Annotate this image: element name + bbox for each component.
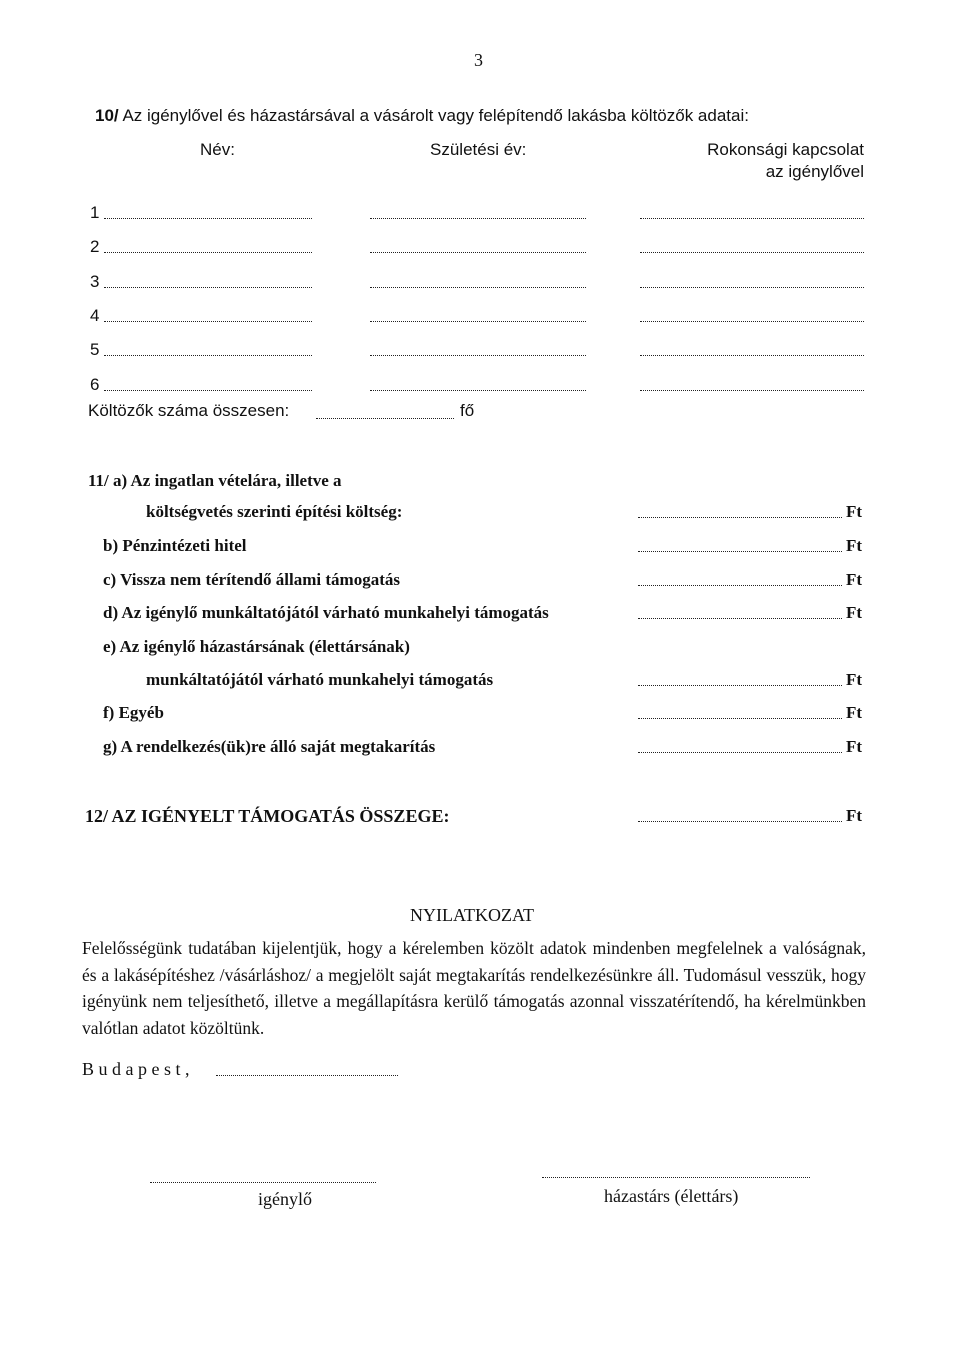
- amount-unit-a: Ft: [846, 502, 863, 521]
- place-label: B u d a p e s t ,: [82, 1059, 190, 1079]
- amount-unit-f: Ft: [846, 703, 863, 722]
- requested-amount-field[interactable]: [638, 821, 842, 822]
- residents-total-label: Költözők száma összesen:: [88, 401, 290, 420]
- column-header-relation-sub: az igénylővel: [765, 162, 864, 181]
- resident-birth-year-field[interactable]: [370, 390, 586, 391]
- resident-birth-year-field[interactable]: [370, 321, 586, 322]
- residents-total-field[interactable]: [316, 418, 454, 419]
- spouse-signature-line[interactable]: [542, 1177, 810, 1178]
- section-10-number: 10/: [95, 106, 119, 125]
- item-e-label-line1: e) Az igénylő házastársának (élettársának): [103, 637, 410, 656]
- spouse-signature-label: házastárs (élettárs): [604, 1186, 739, 1206]
- resident-birth-year-field[interactable]: [370, 252, 586, 253]
- resident-row-number: 4: [90, 305, 100, 325]
- column-header-relation: Rokonsági kapcsolat: [707, 140, 864, 159]
- section-10-title-text: Az igénylővel és házastársával a vásárolt vagy felépítendő lakásba költözők adatai:: [122, 106, 749, 125]
- item-e-label-line2: munkáltatójától várható munkahelyi támogatás: [146, 670, 494, 689]
- resident-row-number: 1: [90, 203, 100, 222]
- page-number: 3: [474, 50, 483, 70]
- amount-field-f[interactable]: [638, 718, 842, 719]
- residents-total-unit: fő: [460, 401, 475, 420]
- amount-unit-c: Ft: [846, 570, 863, 589]
- amount-unit-b: Ft: [846, 536, 863, 555]
- item-b-label: b) Pénzintézeti hitel: [103, 536, 247, 555]
- date-field[interactable]: [216, 1075, 398, 1076]
- applicant-signature-line[interactable]: [150, 1182, 376, 1183]
- resident-name-field[interactable]: [104, 287, 312, 288]
- amount-unit-e: Ft: [846, 670, 863, 689]
- resident-row-number: 3: [90, 271, 100, 291]
- resident-row-number: 6: [90, 374, 100, 394]
- item-d-label: d) Az igénylő munkáltatójától várható munkahelyi támogatás: [103, 603, 549, 622]
- resident-relation-field[interactable]: [640, 321, 864, 322]
- column-header-birth-year: Születési év:: [430, 140, 527, 159]
- resident-relation-field[interactable]: [640, 218, 864, 219]
- section-10-title: [95, 106, 749, 126]
- resident-name-field[interactable]: [104, 218, 312, 219]
- resident-birth-year-field[interactable]: [370, 218, 586, 219]
- amount-field-d[interactable]: [638, 618, 842, 619]
- item-g-label: g) A rendelkezés(ük)re álló saját megtakarítás: [103, 737, 436, 756]
- column-header-name: Név:: [200, 140, 235, 159]
- resident-relation-field[interactable]: [640, 252, 864, 253]
- amount-field-g[interactable]: [638, 752, 842, 753]
- requested-amount-unit: Ft: [846, 806, 863, 825]
- resident-birth-year-field[interactable]: [370, 355, 586, 356]
- amount-field-c[interactable]: [638, 585, 842, 586]
- amount-field-e[interactable]: [638, 685, 842, 686]
- resident-birth-year-field[interactable]: [370, 287, 586, 288]
- resident-name-field[interactable]: [104, 321, 312, 322]
- item-a-label-line2: költségvetés szerinti építési költség:: [146, 502, 403, 521]
- resident-row-number: 2: [90, 237, 100, 257]
- resident-relation-field[interactable]: [640, 390, 864, 391]
- resident-relation-field[interactable]: [640, 355, 864, 356]
- section-12-title: 12/ AZ IGÉNYELT TÁMOGATÁS ÖSSZEGE:: [85, 806, 450, 826]
- resident-row-number: 5: [90, 340, 100, 360]
- declaration-title: NYILATKOZAT: [410, 905, 534, 925]
- item-c-label: c) Vissza nem térítendő állami támogatás: [103, 570, 400, 589]
- amount-unit-d: Ft: [846, 603, 863, 622]
- declaration-body: Felelősségünk tudatában kijelentjük, hogy a kérelemben közölt adatok mindenben megfelelnek a valóságnak, és a lakásépítéshez /vásárláshoz/ a megjelölt saját megtakarítás rendelkezésünkre áll. Tudomásul vesszük, hogy igényünk nem teljesíthető, illetve a megállapításra kerülő támogatás azonnal visszatérítendő, ha kérelmünkben valótlan adatot közöltünk.: [82, 938, 866, 1038]
- applicant-signature-label: igénylő: [258, 1189, 312, 1209]
- amount-field-a[interactable]: [638, 517, 842, 518]
- item-f-label: f) Egyéb: [103, 703, 164, 722]
- resident-relation-field[interactable]: [640, 287, 864, 288]
- item-a-label-line1: 11/ a) Az ingatlan vételára, illetve a: [88, 471, 342, 490]
- amount-field-b[interactable]: [638, 551, 842, 552]
- resident-name-field[interactable]: [104, 252, 312, 253]
- amount-unit-g: Ft: [846, 737, 863, 756]
- resident-name-field[interactable]: [104, 355, 312, 356]
- resident-name-field[interactable]: [104, 390, 312, 391]
